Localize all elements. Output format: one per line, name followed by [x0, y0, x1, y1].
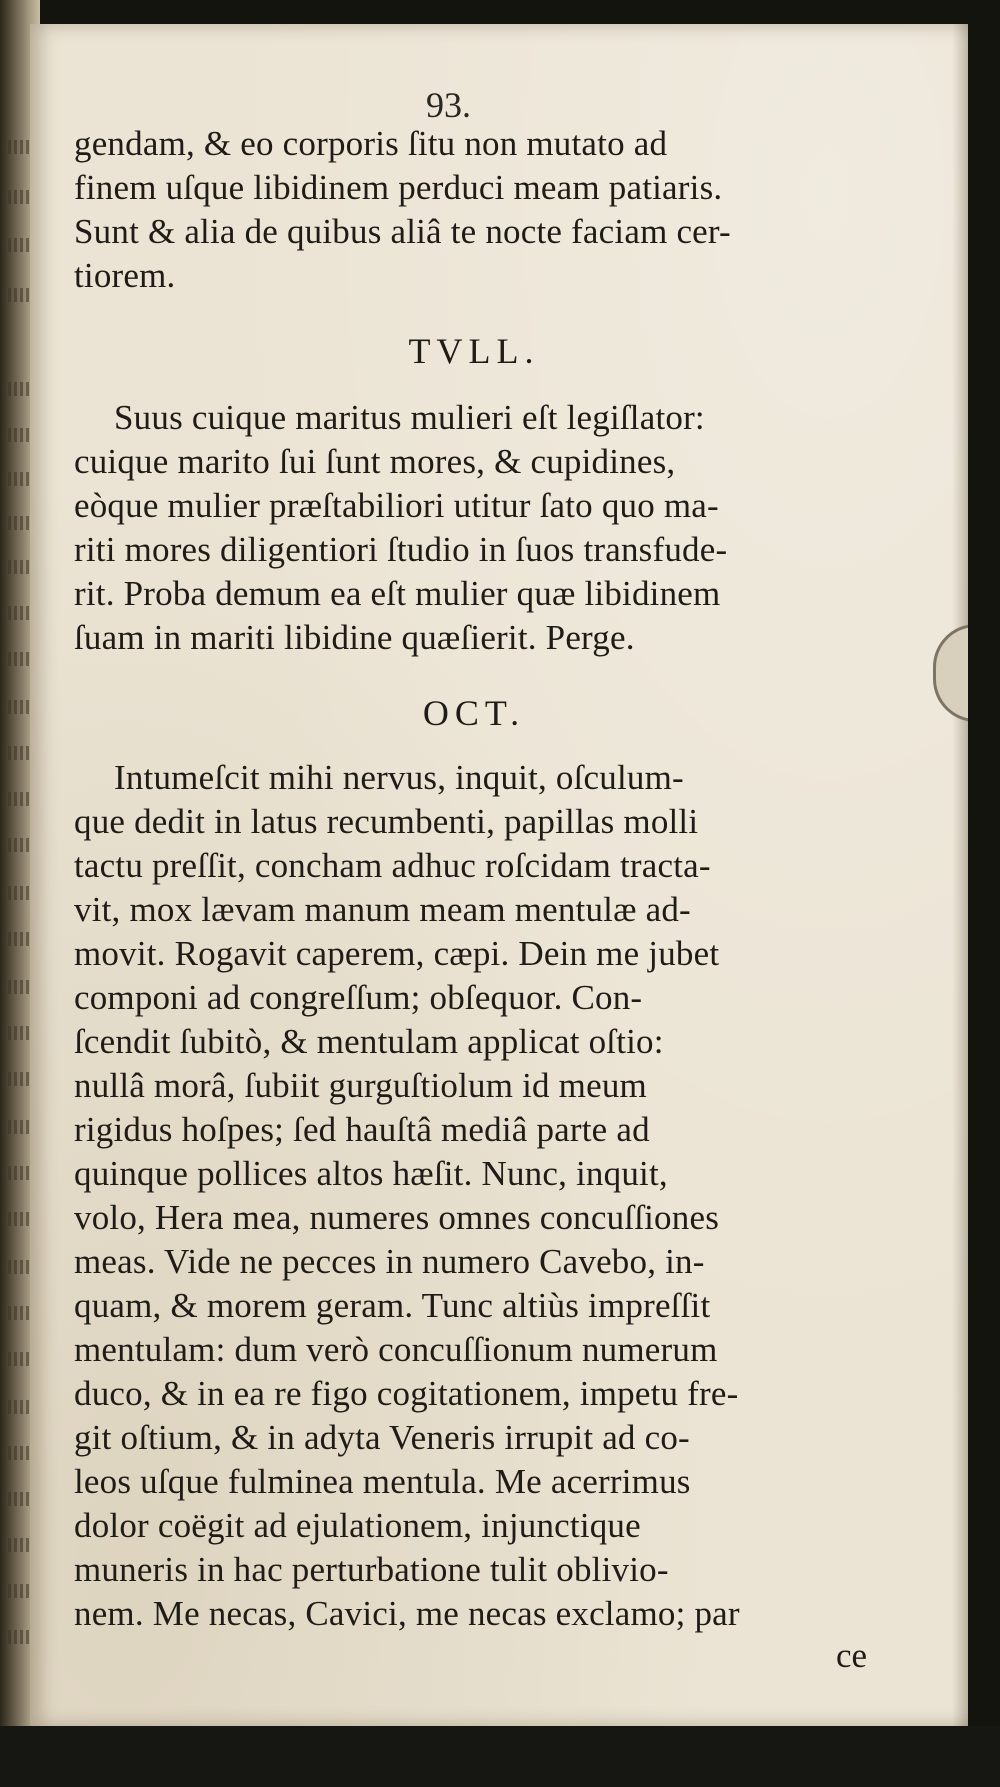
text-line: rit. Proba demum ea eſt mulier quæ libidinem [74, 574, 721, 613]
text-line: cuique marito ſui ſunt mores, & cupidines, [74, 442, 676, 481]
speaker-heading-oct: OCT. [422, 693, 526, 733]
text-line: muneris in hac perturbatione tulit oblivio- [74, 1550, 669, 1589]
text-line: riti mores diligentiori ſtudio in ſuos transfude- [74, 530, 728, 569]
text-line: nullâ morâ, ſubiit gurguſtiolum id meum [74, 1066, 647, 1105]
speaker-heading-tull: TVLL. [408, 331, 540, 371]
text-line: movit. Rogavit caperem, cæpi. Dein me jubet [74, 934, 720, 973]
text-line: tiorem. [74, 256, 176, 295]
text-line: ſuam in mariti libidine quæſierit. Perge. [74, 618, 635, 657]
text-line: quam, & morem geram. Tunc altiùs impreſſit [74, 1286, 711, 1325]
catchword: ce [836, 1636, 868, 1675]
right-shadow-band [968, 0, 1000, 1787]
text-line: meas. Vide ne pecces in numero Cavebo, in- [74, 1242, 705, 1281]
text-line: Sunt & alia de quibus aliâ te nocte faciam cer- [74, 212, 731, 251]
text-line: gendam, & eo corporis ſitu non mutato ad [74, 124, 668, 163]
text-line: rigidus hoſpes; ſed hauſtâ mediâ parte ad [74, 1110, 650, 1149]
text-line: Intumeſcit mihi nervus, inquit, oſculum- [114, 758, 684, 797]
page-edge-shadow [952, 24, 968, 1726]
text-line: dolor coëgit ad ejulationem, injunctique [74, 1506, 641, 1545]
book-page [30, 24, 968, 1726]
text-line: quinque pollices altos hæſit. Nunc, inquit, [74, 1154, 668, 1193]
text-line: eòque mulier præſtabiliori utitur ſato quo ma- [74, 486, 719, 525]
text-line: nem. Me necas, Cavici, me necas exclamo; par [74, 1594, 740, 1633]
bottom-shadow-band [0, 1726, 1000, 1787]
text-line: duco, & in ea re figo cogitationem, impetu fre- [74, 1374, 739, 1413]
text-line: que dedit in latus recumbenti, papillas molli [74, 802, 699, 841]
text-line: volo, Hera mea, numeres omnes concuſſiones [74, 1198, 720, 1237]
text-line: git oſtium, & in adyta Veneris irrupit ad co- [74, 1418, 690, 1457]
text-line: ſcendit ſubitò, & mentulam applicat oſtio: [74, 1022, 664, 1061]
text-line: finem uſque libidinem perduci meam patiaris. [74, 168, 723, 207]
page-number: 93. [426, 85, 471, 125]
text-line: Suus cuique maritus mulieri eſt legiſlator: [114, 398, 705, 437]
text-line: mentulam: dum verò concuſſionum numerum [74, 1330, 718, 1369]
text-line: componi ad congreſſum; obſequor. Con- [74, 978, 643, 1017]
top-shadow-band [0, 0, 1000, 26]
text-line: tactu preſſit, concham adhuc roſcidam tracta- [74, 846, 711, 885]
text-line: vit, mox lævam manum meam mentulæ ad- [74, 890, 691, 929]
text-line: leos uſque fulminea mentula. Me acerrimus [74, 1462, 691, 1501]
